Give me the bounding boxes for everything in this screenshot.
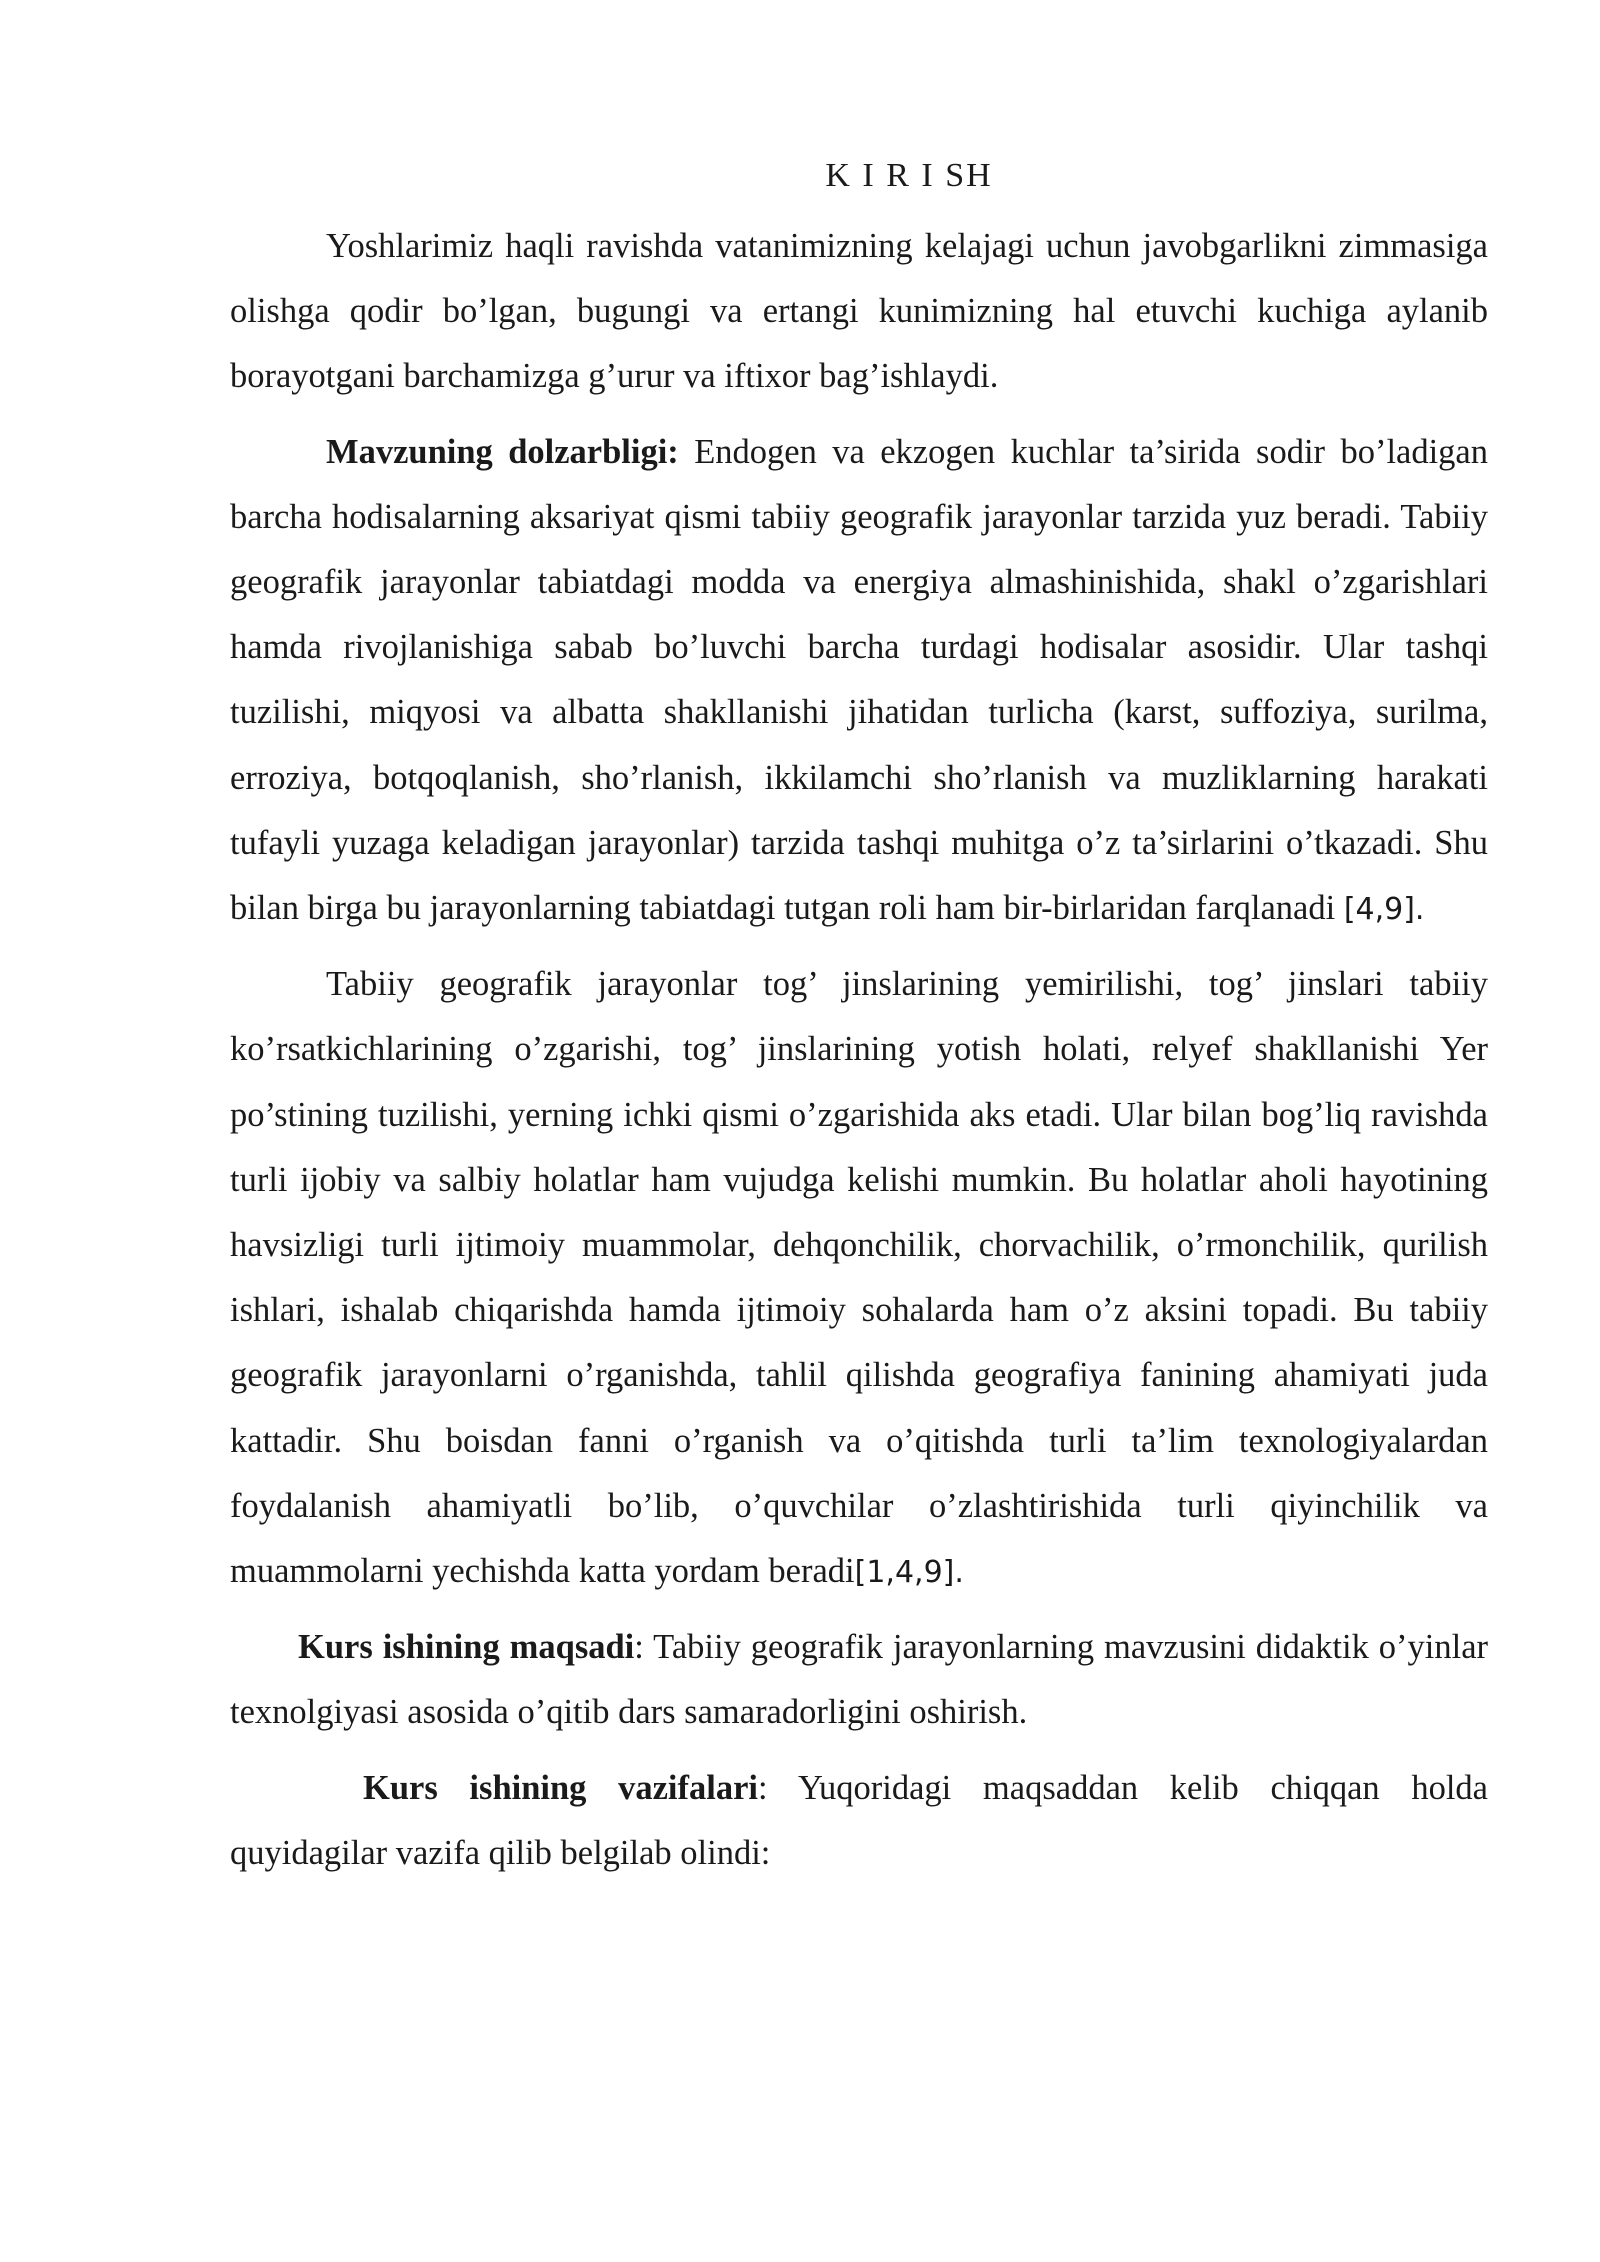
goal-text: : Tabiiy geografik jarayonlarning mavzusini didaktik o’yinlar texnolgiyasi asosida o’qitib dars samaradorligini oshirish. (230, 1628, 1488, 1732)
processes-citation: [1,4,9]. (854, 1555, 964, 1591)
page-title: K I R I SH (825, 157, 993, 194)
intro-paragraph: Yoshlarimiz haqli ravishda vatanimizning kelajagi uchun javobgarlikni zimmasiga olishga qodir bo’lgan, bugungi va ertangi kunimizning hal etuvchi kuchiga aylanib borayotgani barchamizga g’urur va iftixor bag’ishlaydi. (230, 227, 1488, 396)
tasks-text: : Yuqoridagi maqsaddan kelib chiqqan holda quyidagilar vazifa qilib belgilab olindi: (230, 1768, 1488, 1872)
goal-label: Kurs ishining maqsadi (298, 1628, 635, 1667)
relevance-citation: [4,9]. (1343, 892, 1425, 928)
tasks-label: Kurs ishining vazifalari (363, 1768, 758, 1807)
processes-paragraph (230, 952, 1488, 1605)
relevance-text: Endogen va ekzogen kuchlar ta’sirida sodir bo’ladigan barcha hodisalarning aksariyat qismi tabiiy geografik jarayonlar tarzida yuz beradi. Tabiiy geografik jarayonlar tabiatdagi modda va energiya almashinishida, shakl o’zgarishlari hamda rivojlanishiga sabab bo’luvchi barcha turdagi hodisalar asosidir. Ular tashqi tuzilishi, miqyosi va albatta shakllanishi jihatidan turlicha (karst, suffoziya, surilma, erroziya, botqoqlanish, sho’rlanish, ikkilamchi sho’rlanish va muzliklarning harakati tufayli yuzaga keladigan jarayonlar) tarzida tashqi muhitga o’z ta’sirlarini o’tkazadi. Shu bilan birga bu jarayonlarning tabiatdagi tutgan roli ham bir-birlaridan farqlanadi (230, 432, 1488, 928)
document-page (230, 150, 1488, 1886)
relevance-label: Mavzuning dolzarbligi: (326, 432, 679, 471)
relevance-paragraph (230, 420, 1488, 943)
tasks-paragraph (230, 1756, 1488, 1886)
processes-text: Tabiiy geografik jarayonlar tog’ jinslarining yemirilishi, tog’ jinslari tabiiy ko’rsatkichlarining o’zgarishi, tog’ jinslarining yotish holati, relyef shakllanishi Yer po’stining tuzilishi, yerning ichki qismi o’zgarishida aks etadi. Ular bilan bog’liq ravishda turli ijobiy va salbiy holatlar ham vujudga kelishi mumkin. Bu holatlar aholi hayotining havsizligi turli ijtimoiy muammolar, dehqonchilik, chorvachilik, o’rmonchilik, qurilish ishlari, ishalab chiqarishda hamda ijtimoiy sohalarda ham o’z aksini topadi. Bu tabiiy geografik jarayonlarni o’rganishda, tahlil qilishda geografiya fanining ahamiyati juda kattadir. Shu boisdan fanni o’rganish va o’qitishda turli ta’lim texnologiyalardan foydalanish ahamiyatli bo’lib, o’quvchilar o’zlashtirishida turli qiyinchilik va muammolarni yechishda katta yordam beradi (230, 965, 1488, 1591)
goal-paragraph (230, 1615, 1488, 1745)
